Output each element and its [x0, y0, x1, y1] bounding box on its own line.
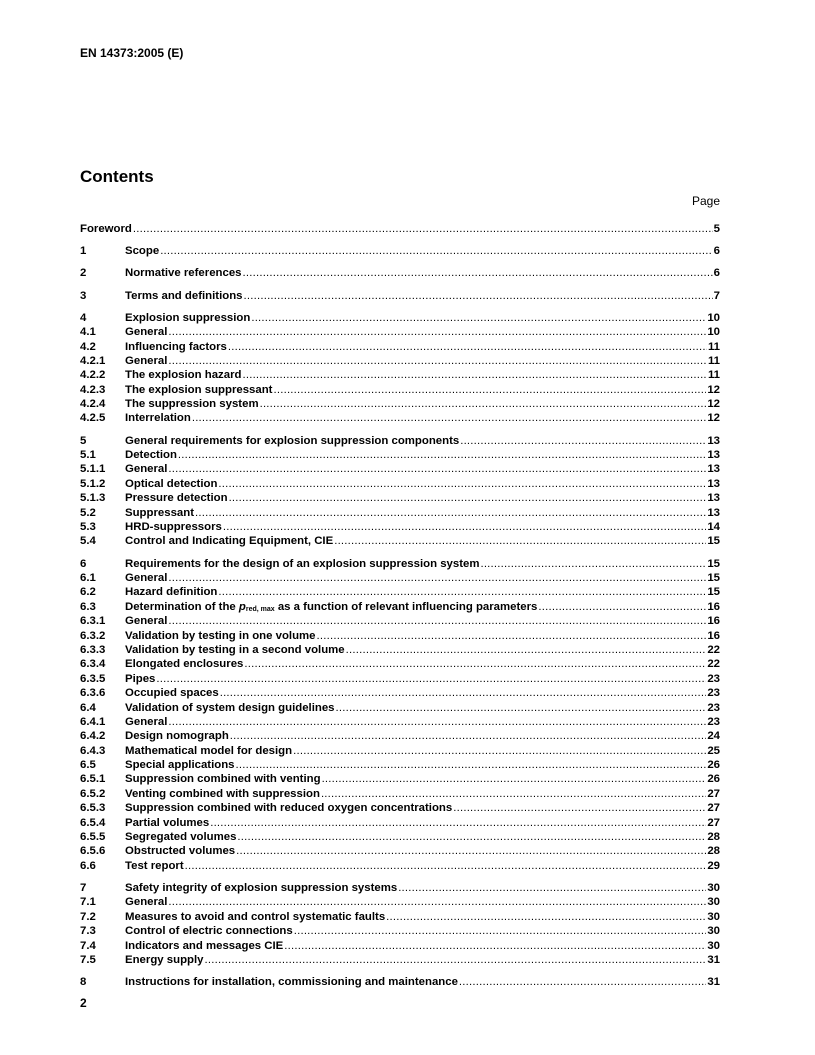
toc-entry-number: 5.1 — [80, 449, 96, 462]
toc-entry-title: Optical detection — [125, 477, 218, 490]
toc-entry-title: Test report — [125, 859, 184, 872]
toc-entry[interactable] — [80, 245, 720, 259]
toc-entry-number: 6.2 — [80, 586, 96, 599]
dot-leader — [168, 355, 707, 367]
dot-leader — [346, 644, 707, 656]
toc-entry-title: Obstructed volumes — [125, 845, 236, 858]
toc-entry[interactable] — [80, 759, 720, 773]
toc-entry-number: 6.3.3 — [80, 643, 106, 656]
dot-leader — [205, 954, 707, 966]
toc-entry[interactable] — [80, 896, 720, 910]
dot-leader — [133, 223, 713, 235]
toc-entry[interactable] — [80, 384, 720, 398]
toc-entry-number: 4.2.4 — [80, 398, 106, 411]
toc-entry[interactable] — [80, 463, 720, 477]
toc-entry-title: Indicators and messages CIE — [125, 939, 284, 952]
toc-entry-title-part: Determination of the — [125, 600, 239, 613]
toc-entry-page: 30 — [707, 910, 720, 923]
toc-entry-page: 7 — [713, 289, 720, 302]
toc-entry-title: Control of electric connections — [125, 925, 293, 938]
toc-entry-title: General — [125, 615, 168, 628]
toc-entry[interactable] — [80, 326, 720, 340]
toc-entry[interactable] — [80, 449, 720, 463]
toc-entry[interactable] — [80, 535, 720, 549]
dot-leader — [293, 745, 706, 757]
toc-entry-page: 22 — [707, 658, 720, 671]
toc-entry-title: Explosion suppression — [125, 311, 251, 324]
dot-leader — [317, 630, 707, 642]
toc-entry-page: 6 — [713, 267, 720, 280]
toc-entry-page: 30 — [707, 881, 720, 894]
toc-entry-number: 6.5.3 — [80, 802, 106, 815]
toc-entry-title: Validation by testing in one volume — [125, 629, 316, 642]
toc-entry[interactable] — [80, 788, 720, 802]
toc-entry-page: 11 — [707, 340, 720, 353]
toc-entry[interactable] — [80, 954, 720, 968]
toc-entry-title: Pressure detection — [125, 492, 228, 505]
toc-entry-page: 15 — [707, 586, 720, 599]
toc-entry-page: 30 — [707, 939, 720, 952]
toc-entry[interactable] — [80, 355, 720, 369]
dot-leader — [336, 702, 707, 714]
dot-leader — [480, 558, 706, 570]
toc-entry-number: 5.1.1 — [80, 463, 106, 476]
dot-leader — [284, 940, 706, 952]
toc-entry-number: 4.2.2 — [80, 369, 106, 382]
toc-entry-title: Special applications — [125, 759, 235, 772]
toc-entry-title: General requirements for explosion suppression components — [125, 434, 460, 447]
toc-entry-number: 4.2.3 — [80, 383, 106, 396]
dot-leader — [244, 290, 713, 302]
toc-entry-page: 16 — [707, 615, 720, 628]
toc-entry-number: 6.5.4 — [80, 816, 106, 829]
toc-entry-page: 15 — [707, 571, 720, 584]
toc-entry[interactable] — [80, 341, 720, 355]
dot-leader — [185, 860, 707, 872]
toc-entry-number: 4 — [80, 311, 87, 324]
toc-entry[interactable] — [80, 369, 720, 383]
toc-entry-number: 7.5 — [80, 953, 96, 966]
toc-entry-page: 23 — [707, 687, 720, 700]
toc-entry-number: 6.5.6 — [80, 845, 106, 858]
toc-entry[interactable] — [80, 673, 720, 687]
dot-leader — [168, 326, 706, 338]
toc-entry-number: 1 — [80, 245, 87, 258]
toc-entry[interactable] — [80, 601, 720, 615]
toc-entry-title: Terms and definitions — [125, 289, 243, 302]
toc-entry-page: 29 — [707, 859, 720, 872]
dot-leader — [218, 586, 706, 598]
toc-entry-page: 16 — [707, 600, 720, 613]
toc-entry[interactable] — [80, 586, 720, 600]
toc-entry-page: 27 — [707, 787, 720, 800]
dot-leader — [322, 773, 707, 785]
dot-leader — [294, 925, 707, 937]
dot-leader — [236, 759, 707, 771]
dot-leader — [459, 976, 706, 988]
toc-entry-title-variable: p — [238, 600, 246, 613]
toc-entry-page: 11 — [707, 369, 720, 382]
toc-entry-title-part: as a function of relevant influencing parameters — [274, 600, 538, 613]
toc-entry-page: 10 — [707, 311, 720, 324]
toc-entry[interactable] — [80, 745, 720, 759]
toc-entry[interactable] — [80, 412, 720, 426]
toc-entry-title-subscript: red, max — [245, 605, 275, 613]
toc-entry[interactable] — [80, 507, 720, 521]
toc-entry-number: 6.3.2 — [80, 629, 106, 642]
toc-entry[interactable] — [80, 716, 720, 730]
toc-entry-title: Suppression combined with venting — [125, 773, 321, 786]
toc-entry-page: 13 — [707, 506, 720, 519]
toc-entry-title: General — [125, 715, 168, 728]
toc-entry-title: Occupied spaces — [125, 687, 219, 700]
toc-entry-number: 6.3 — [80, 600, 96, 613]
toc-entry-title: Hazard definition — [125, 586, 218, 599]
toc-entry-title: Pipes — [125, 672, 156, 685]
dot-leader — [195, 507, 706, 519]
toc-entry-number: 6.6 — [80, 859, 96, 872]
page-column-label: Page — [691, 194, 720, 208]
toc-entry-title: Detection — [125, 449, 177, 462]
toc-entry-title: Validation of system design guidelines — [125, 701, 335, 714]
dot-leader — [168, 716, 706, 728]
toc-entry-page: 30 — [707, 896, 720, 909]
toc-entry-page: 25 — [707, 744, 720, 757]
toc-entry[interactable] — [80, 687, 720, 701]
toc-entry-title: Segregated volumes — [125, 831, 237, 844]
toc-entry-number: 5 — [80, 434, 87, 447]
toc-entry-page: 13 — [707, 449, 720, 462]
toc-entry[interactable] — [80, 478, 720, 492]
toc-entry-title: Suppressant — [125, 506, 194, 519]
dot-leader — [168, 615, 706, 627]
toc-entry-title: General — [125, 354, 168, 367]
toc-entry-title: Safety integrity of explosion suppression systems — [125, 881, 398, 894]
toc-entry-page: 13 — [707, 434, 720, 447]
dot-leader — [220, 687, 707, 699]
dot-leader — [538, 601, 706, 613]
toc-entry-title: Energy supply — [125, 953, 204, 966]
toc-entry-title: Design nomograph — [125, 730, 229, 743]
toc-entry[interactable] — [80, 223, 720, 237]
toc-entry-title: Scope — [125, 245, 160, 258]
toc-entry[interactable] — [80, 802, 720, 816]
toc-entry-number: 4.2.1 — [80, 354, 106, 367]
toc-entry-number: 3 — [80, 289, 87, 302]
toc-entry[interactable] — [80, 398, 720, 412]
dot-leader — [168, 463, 706, 475]
toc-entry-number: 6.3.5 — [80, 672, 106, 685]
toc-entry[interactable] — [80, 925, 720, 939]
toc-entry-number: 5.3 — [80, 521, 96, 534]
dot-leader — [251, 312, 706, 324]
dot-leader — [192, 412, 707, 424]
dot-leader — [160, 245, 712, 257]
toc-entry-page: 23 — [707, 701, 720, 714]
toc-entry-number: 7.3 — [80, 925, 96, 938]
contents-heading: Contents — [80, 167, 154, 186]
toc-entry-number: 7.4 — [80, 939, 96, 952]
toc-entry-number: 6.4.1 — [80, 715, 106, 728]
toc-entry-page: 28 — [707, 845, 720, 858]
toc-entry-number: 8 — [80, 976, 87, 989]
toc-entry-page: 26 — [707, 759, 720, 772]
toc-entry[interactable] — [80, 521, 720, 535]
toc-entry[interactable] — [80, 845, 720, 859]
toc-entry[interactable] — [80, 702, 720, 716]
toc-entry-page: 31 — [707, 953, 720, 966]
toc-entry-number: 5.1.3 — [80, 492, 106, 505]
toc-entry[interactable] — [80, 911, 720, 925]
dot-leader — [168, 896, 706, 908]
dot-leader — [168, 572, 706, 584]
toc-entry-number: 6.5.1 — [80, 773, 106, 786]
dot-leader — [156, 673, 706, 685]
toc-entry[interactable] — [80, 940, 720, 954]
dot-leader — [321, 788, 706, 800]
toc-entry[interactable] — [80, 312, 720, 326]
toc-entry-title: Validation by testing in a second volume — [125, 643, 345, 656]
toc-entry-number: 7 — [80, 881, 87, 894]
dot-leader — [453, 802, 706, 814]
toc-entry[interactable] — [80, 492, 720, 506]
toc-entry-title — [125, 601, 537, 613]
toc-entry-page: 28 — [707, 831, 720, 844]
toc-entry-title: Requirements for the design of an explosion suppression system — [125, 557, 480, 570]
page-number: 2 — [80, 996, 87, 1010]
toc-entry-page: 23 — [707, 672, 720, 685]
toc-entry[interactable] — [80, 558, 720, 572]
toc-entry-number: 6.5.2 — [80, 787, 106, 800]
toc-entry-title: Elongated enclosures — [125, 658, 244, 671]
toc-entry-number: 4.1 — [80, 326, 96, 339]
toc-entry-number: 6.4.2 — [80, 730, 106, 743]
toc-entry-number: 4.2.5 — [80, 412, 106, 425]
toc-entry-title: Partial volumes — [125, 816, 210, 829]
toc-entry-number: 6 — [80, 557, 87, 570]
toc-entry[interactable] — [80, 267, 720, 281]
toc-entry-page: 27 — [707, 802, 720, 815]
toc-entry[interactable] — [80, 882, 720, 896]
toc-entry-page: 27 — [707, 816, 720, 829]
toc-entry-page: 30 — [707, 925, 720, 938]
toc-entry-title: The explosion suppressant — [125, 383, 273, 396]
toc-entry[interactable] — [80, 630, 720, 644]
toc-entry-title: Venting combined with suppression — [125, 787, 320, 800]
toc-entry[interactable] — [80, 817, 720, 831]
dot-leader — [460, 435, 706, 447]
toc-entry-number: 5.4 — [80, 535, 96, 548]
toc-entry-title: General — [125, 896, 168, 909]
toc-entry-title: Instructions for installation, commissioning and maintenance — [125, 976, 458, 989]
toc-entry-number: 7.1 — [80, 896, 96, 909]
toc-entry-page: 13 — [707, 492, 720, 505]
dot-leader — [260, 398, 707, 410]
toc-entry-number: 6.4 — [80, 701, 96, 714]
toc-entry-number: 6.3.6 — [80, 687, 106, 700]
dot-leader — [229, 492, 707, 504]
toc-entry-page: 12 — [707, 398, 720, 411]
dot-leader — [230, 730, 707, 742]
toc-entry-page: 5 — [713, 223, 720, 235]
toc-entry[interactable] — [80, 644, 720, 658]
toc-entry-title: General — [125, 326, 168, 339]
toc-entry[interactable] — [80, 976, 720, 990]
dot-leader — [244, 658, 706, 670]
toc-entry-number: 6.1 — [80, 571, 96, 584]
table-of-contents — [80, 223, 720, 991]
toc-entry-title: The explosion hazard — [125, 369, 242, 382]
toc-entry-page: 10 — [707, 326, 720, 339]
toc-entry-page: 12 — [707, 383, 720, 396]
toc-entry-title: General — [125, 463, 168, 476]
dot-leader — [242, 369, 706, 381]
toc-entry-page: 13 — [707, 477, 720, 490]
toc-entry-number: 5.2 — [80, 506, 96, 519]
toc-entry-number: 4.2 — [80, 340, 96, 353]
toc-entry-page: 16 — [707, 629, 720, 642]
toc-entry-number: 6.3.1 — [80, 615, 106, 628]
dot-leader — [237, 831, 706, 843]
toc-entry-page: 22 — [707, 643, 720, 656]
toc-entry-title: Control and Indicating Equipment, CIE — [125, 535, 334, 548]
toc-entry-number: 7.2 — [80, 910, 96, 923]
dot-leader — [178, 449, 706, 461]
toc-entry[interactable] — [80, 658, 720, 672]
toc-entry-number: 6.3.4 — [80, 658, 106, 671]
toc-entry-page: 23 — [707, 715, 720, 728]
toc-entry-page: 13 — [707, 463, 720, 476]
toc-entry-page: 6 — [713, 245, 720, 258]
toc-entry[interactable] — [80, 572, 720, 586]
toc-entry-title: The suppression system — [125, 398, 259, 411]
toc-entry-page: 15 — [707, 535, 720, 548]
toc-entry-title: Mathematical model for design — [125, 744, 293, 757]
toc-entry-number: 6.4.3 — [80, 744, 106, 757]
toc-entry-number: 6.5.5 — [80, 831, 106, 844]
toc-entry-number: 5.1.2 — [80, 477, 106, 490]
toc-entry-title: Interrelation — [125, 412, 191, 425]
document-id: EN 14373:2005 (E) — [80, 46, 184, 60]
dot-leader — [218, 478, 706, 490]
dot-leader — [398, 882, 706, 894]
dot-leader — [334, 535, 706, 547]
toc-entry-title: General — [125, 571, 168, 584]
toc-entry-title: HRD-suppressors — [125, 521, 222, 534]
dot-leader — [236, 845, 706, 857]
dot-leader — [243, 267, 713, 279]
toc-entry-page: 14 — [707, 521, 720, 534]
toc-entry-title: Normative references — [125, 267, 242, 280]
toc-entry[interactable] — [80, 773, 720, 787]
toc-entry-page: 11 — [707, 354, 720, 367]
toc-entry-title: Measures to avoid and control systematic faults — [125, 910, 386, 923]
toc-entry[interactable] — [80, 730, 720, 744]
toc-entry-title: Foreword — [80, 223, 132, 235]
dot-leader — [273, 384, 706, 396]
toc-entry-page: 15 — [707, 557, 720, 570]
toc-entry-page: 24 — [707, 730, 720, 743]
toc-entry-page: 12 — [707, 412, 720, 425]
toc-entry[interactable] — [80, 435, 720, 449]
toc-entry[interactable] — [80, 615, 720, 629]
toc-entry-number: 6.5 — [80, 759, 96, 772]
toc-entry-title: Influencing factors — [125, 340, 227, 353]
dot-leader — [210, 817, 706, 829]
dot-leader — [386, 911, 706, 923]
toc-entry-number: 2 — [80, 267, 87, 280]
toc-entry[interactable] — [80, 831, 720, 845]
toc-entry-page: 31 — [707, 976, 720, 989]
toc-entry-title: Suppression combined with reduced oxygen concentrations — [125, 802, 453, 815]
dot-leader — [228, 341, 707, 353]
toc-entry[interactable] — [80, 290, 720, 304]
toc-entry-page: 26 — [707, 773, 720, 786]
toc-entry[interactable] — [80, 860, 720, 874]
dot-leader — [223, 521, 706, 533]
